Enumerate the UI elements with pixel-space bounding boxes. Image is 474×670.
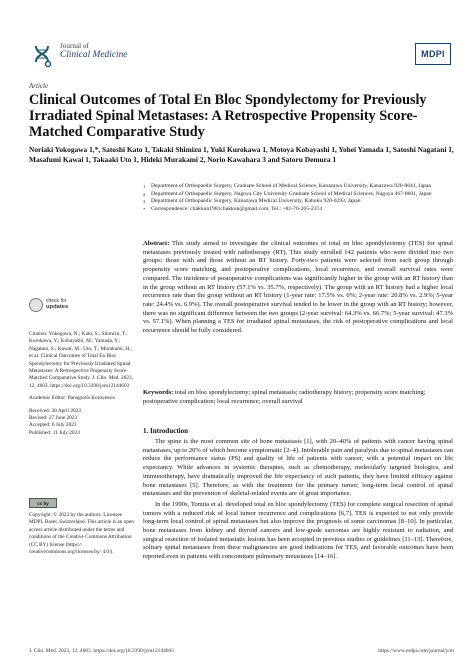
cc-license-badge[interactable]: cc by	[29, 498, 57, 508]
article-title: Clinical Outcomes of Total En Bloc Spondylectomy for Previously Irradiated Spinal Metastases: A Retrospective Propensity Score-Matched Comparative Study	[29, 92, 427, 141]
check-updates-icon[interactable]	[29, 298, 43, 312]
correspondence-text[interactable]: Correspondence: chakkun1981chakkun@gmail.com; Tel.: +81-76-265-2374	[151, 205, 323, 212]
affiliation-number: 1	[143, 184, 146, 189]
affiliation-number: 2	[143, 191, 146, 197]
affiliation-item	[143, 198, 453, 206]
paragraph: The spine is the most common site of bone metastasis [1], with 20–40% of patients with cancer having spinal metastases, up to 20% of which become symptomatic [2–4]. Intolerable pain and paralysis due to spinal metastases can reduce the performance status (PS) and quality of life of patients with cancer, with a potential impact on life expectancy. While advances in systemic therapies, such as chemotherapy, molecularly targeted biologics, and immunotherapy, have dramatically improved the life expectancy of such patients, they have limited efficacy against bone metastases [5]. Therefore, as with the treatment for the primary tumor, long-term local control of spinal metastases and the prevention of skeletal-related events are of great importance.	[143, 438, 453, 498]
paragraph: In the 1990s, Tomita et al. developed total en bloc spondylectomy (TES) for complete surgical resection of spinal tumors with a reduced risk of local tumor recurrence and complications [6,7]. TES is expected to not only provide long-term local control of spinal metastases but also improve the prognosis of some carcinomas [8–10]. In particular, bone metastases from kidney and thyroid cancers and low-grade sarcomas are highly resistant to radiation, and surgical resection of isolated metastatic lesions has been accepted in previous studies or guidelines [11–13]. Therefore, solitary spinal metastases from these malignancies are good indications for TES, and favorable outcomes have been reported even in patients with concomitant pulmonary metastases [14–16].	[143, 500, 453, 561]
affiliation-text: Department of Orthopaedic Surgery, Graduate School of Medical Science, Kanazawa University, Kanazawa 920-8641, Japan	[151, 183, 432, 189]
accepted-date: Accepted: 6 July 2023	[29, 422, 77, 429]
author-list[interactable]: Noriaki Yokogawa 1,*, Satoshi Kato 1, Takaki Shimizu 1, Yuki Kurokawa 1, Motoya Kobayashi 1, Yohei Yamada 1, Satoshi Nagatani 1, Masafumi Kawai 1, Takaaki Uto 1, Hideki Murakami 2, Norio Kawahara 3 and Satoru Demura 1	[29, 145, 454, 164]
affiliation-item	[143, 191, 453, 199]
introduction-body	[143, 438, 453, 564]
affiliation-text: Department of Orthopaedic Surgery, Nagoya City University Graduate School of Medical Sciences, Nagoya 467-8601, Japan	[151, 190, 432, 197]
affiliations	[143, 183, 453, 213]
affiliation-text: Department of Orthopaedic Surgery, Kanazawa Medical University, Kahoku 920-0293, Japan	[151, 198, 361, 204]
mdpi-logo[interactable]: MDPI	[415, 43, 451, 65]
article-type: Article	[29, 82, 49, 90]
journal-name	[60, 42, 127, 60]
keywords	[143, 389, 453, 406]
sidebar-metadata	[29, 331, 137, 437]
affiliation-number: 3	[143, 199, 146, 204]
footer-journal-url[interactable]: https://www.mdpi.com/journal/jcm	[378, 648, 454, 654]
keywords-label: Keywords:	[143, 389, 174, 396]
abstract-label: Abstract:	[143, 240, 170, 247]
received-date: Received: 30 April 2023	[29, 407, 81, 414]
affiliation-number: *	[143, 206, 146, 212]
section-heading: 1. Introduction	[143, 427, 188, 435]
check-updates-line1: check for	[46, 298, 67, 304]
revised-date: Revised: 27 June 2023	[29, 415, 78, 422]
affiliation-item	[143, 183, 453, 191]
check-updates-label[interactable]	[46, 298, 68, 310]
correspondence[interactable]	[143, 206, 453, 214]
footer-citation[interactable]: J. Clin. Med. 2023, 12, 4603. https://doi.org/10.3390/jcm12144603	[29, 648, 174, 654]
keywords-text: total en bloc spondylectomy; spinal metastasis; radiotherapy history; propensity score matching; postoperative complication; local recurrence; overall survival	[143, 389, 426, 405]
abstract	[143, 240, 453, 336]
academic-editor: Academic Editor: Panagiotis Korovessis	[29, 395, 115, 402]
page-footer	[29, 648, 454, 654]
citation[interactable]: Citation: Yokogawa, N.; Kato, S.; Shimizu, T.; Kurokawa, Y.; Kobayashi, M.; Yamada, Y.; Nagatani, S.; Kawai, M.; Uto, T.; Murakami, H.; et al. Clinical Outcomes of Total En Bloc Spondylectomy for Previously Irradiated Spinal Metastases: A Retrospective Propensity Score-Matched Comparative Study. J. Clin. Med. 2023, 12, 4603. https://doi.org/10.3390/jcm12144603	[29, 331, 133, 389]
journal-logo-icon	[29, 43, 55, 69]
journal-name-line1: Journal of	[60, 42, 89, 50]
license-text[interactable]: Copyright: © 2023 by the authors. Licensee MDPI, Basel, Switzerland. This article is an open access article distributed under the terms and conditions of the Creative Commons Attribution (CC BY) license (https:// creativecommons.org/licenses/by/ 4.0/).	[29, 512, 134, 556]
journal-name-line2: Clinical Medicine	[60, 50, 128, 60]
check-updates-line2: updates	[46, 304, 69, 310]
published-date: Published: 11 July 2023	[29, 429, 80, 436]
abstract-text: This study aimed to investigate the clinical outcomes of total en bloc spondylectomy (TES) for spinal metastases previously treated with radiotherapy (RT). This study enrolled 142 patients who were divided into two groups: those with and those without an RT history. Forty-two patients were selected from each group through propensity score matching, and postoperative complications, local recurrence, and overall survival rates were compared. The incidence of postoperative complications was significantly higher in the group with an RT history than in the group without an RT history (57.1% vs. 35.7%, respectively). The group with an RT history had a higher local recurrence rate than the group without an RT history (1-year rate: 17.5% vs. 0%; 2-year rate: 20.8% vs. 2.9%; 5-year rate: 24.4% vs. 6.9%). The overall postoperative survival tended to be lower in the group with an RT history; however, there was no significant difference between the two groups (2-year survival: 64.3% vs. 66.7%; 5-year survival: 47.3% vs. 57.1%). When planning a TES for irradiated spinal metastases, the risk of postoperative complications and local recurrence should be fully considered.	[143, 240, 453, 335]
